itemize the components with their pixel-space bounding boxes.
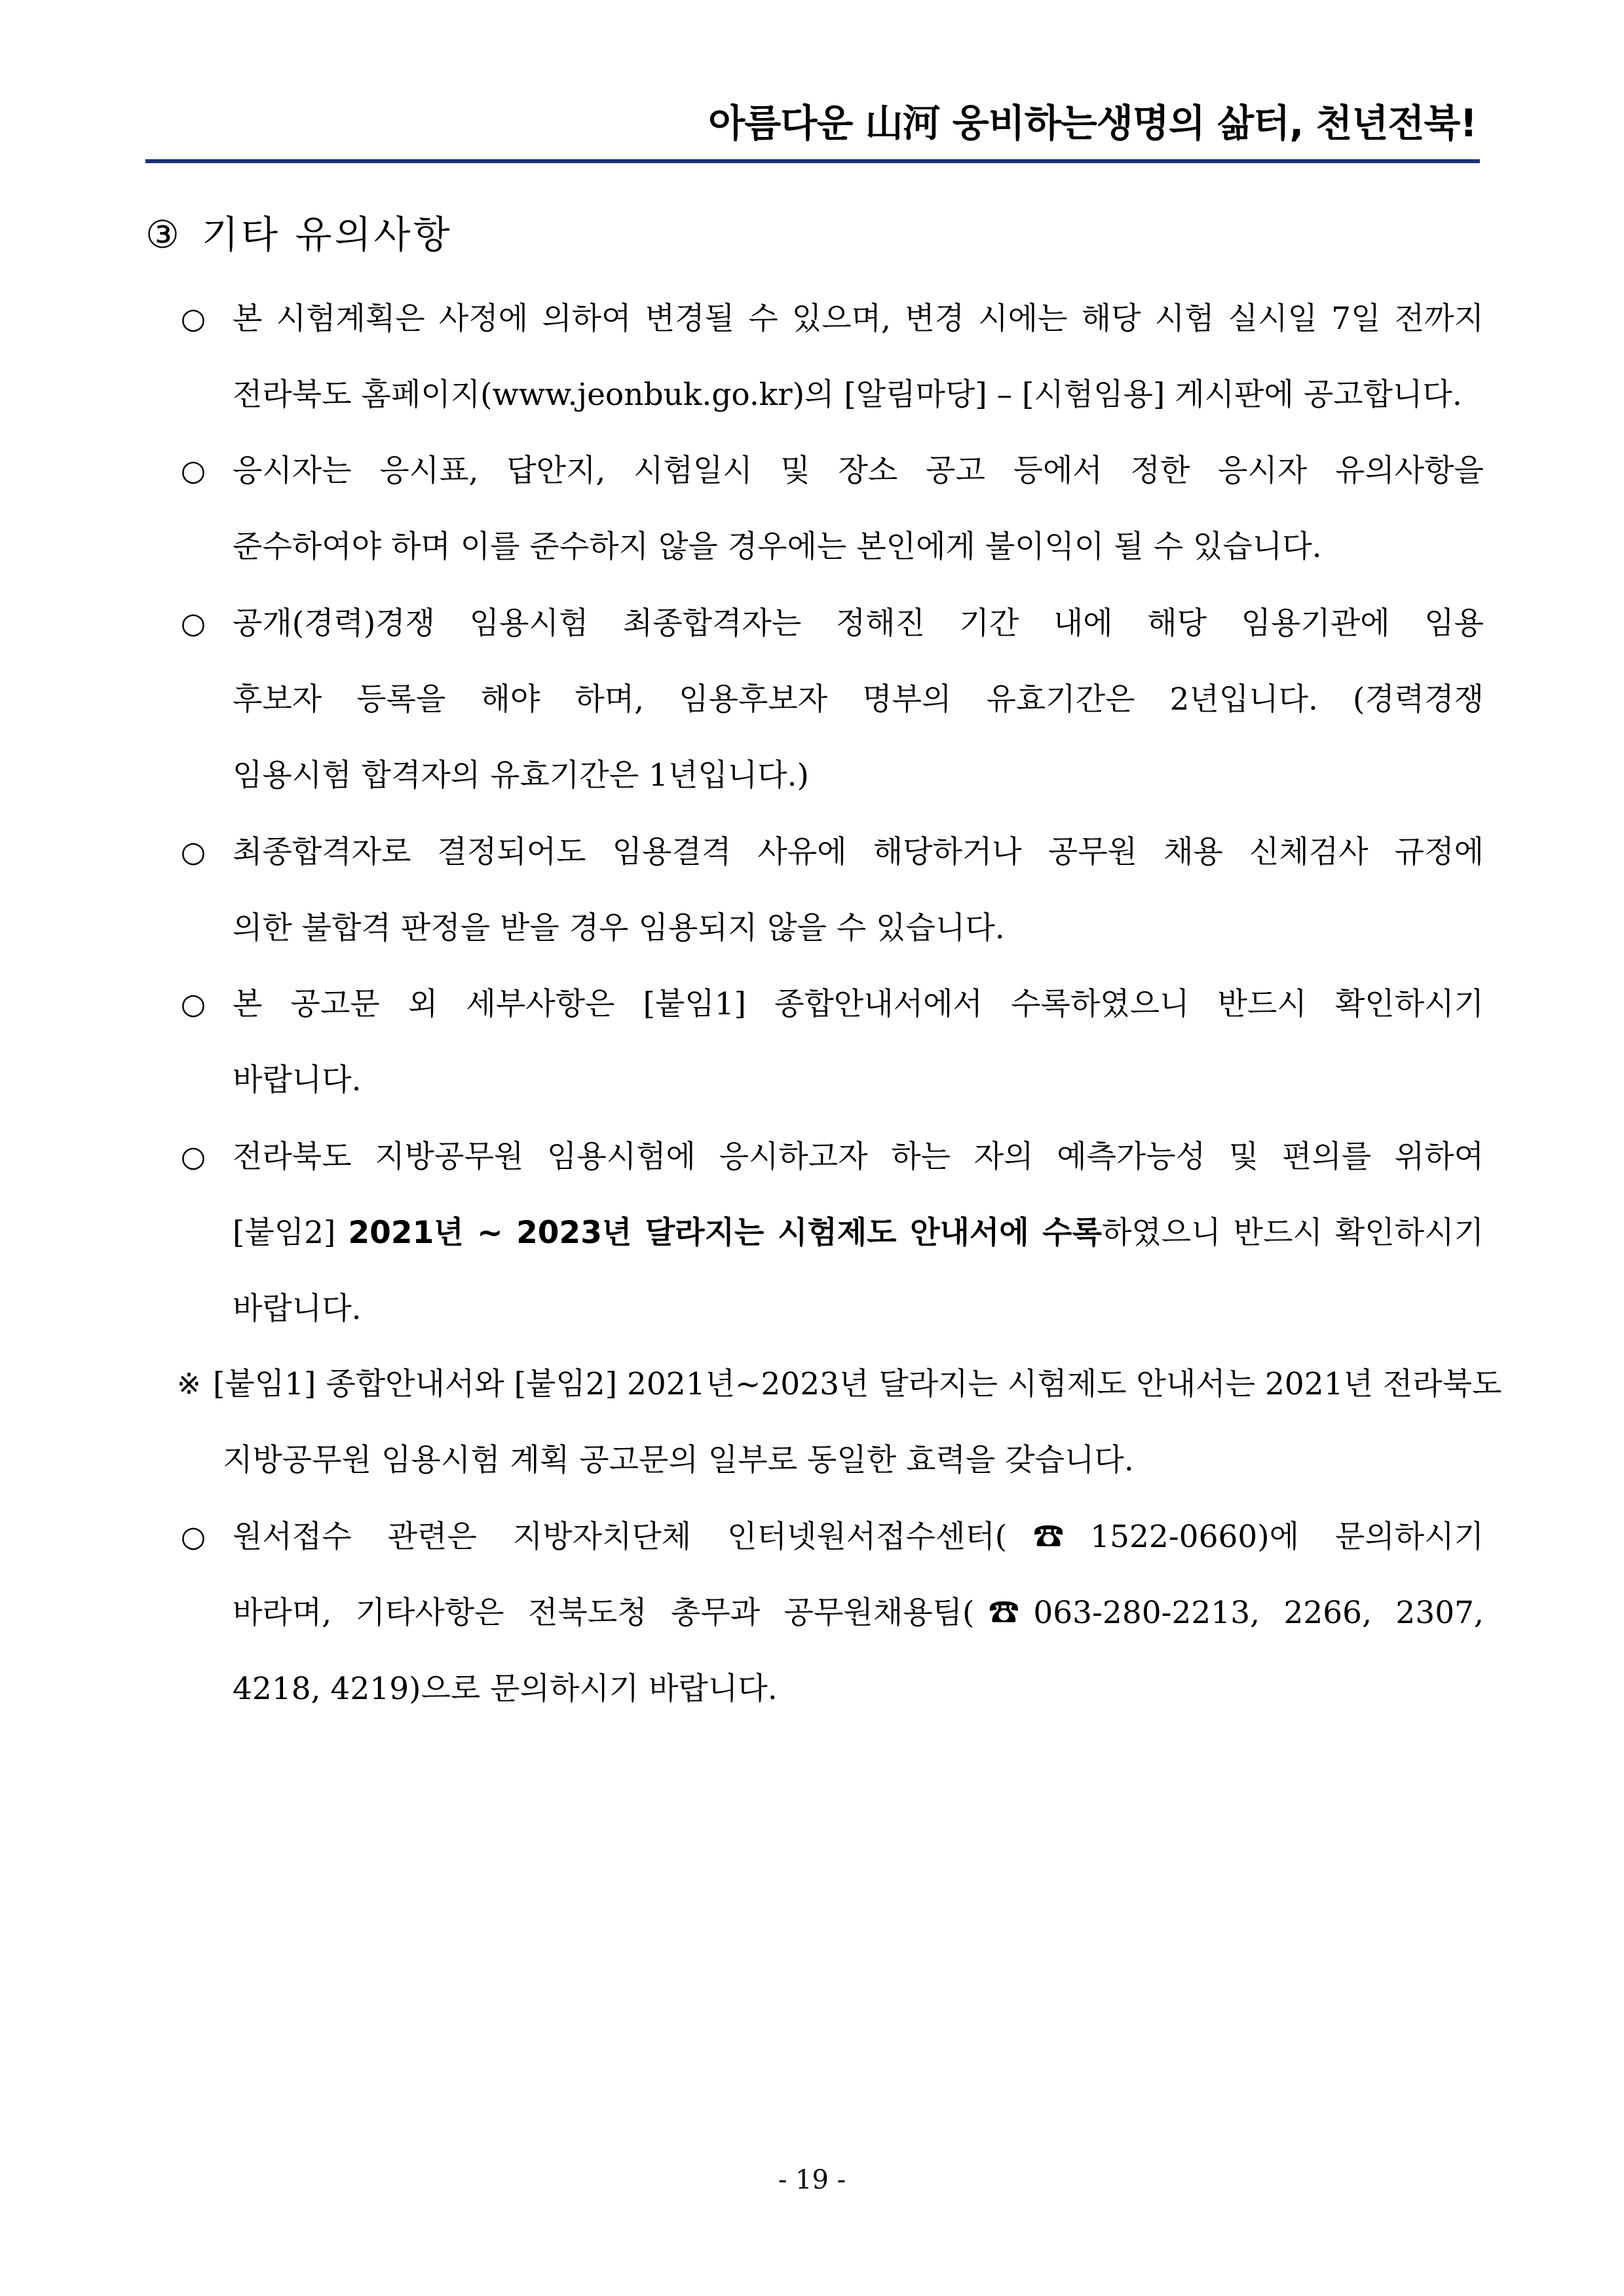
- item-6-line-1: 전라북도 지방공무원 임용시험에 응시하고자 하는 자의 예측가능성 및 편의를 위하여: [233, 1139, 1484, 1175]
- header-slogan: 아름다운 山河 웅비하는생명의 삶터, 천년전북!: [708, 101, 1477, 145]
- item-5-line-1: 본 공고문 외 세부사항은 [붙임1] 종합안내서에서 수록하였으니 반드시 확인하시기: [233, 986, 1484, 1022]
- item-6-prefix: [붙임2]: [233, 1215, 349, 1251]
- item-1-line-1: 본 시험계획은 사정에 의하여 변경될 수 있으며, 변경 시에는 해당 시험 실시일 7일 전까지: [233, 301, 1484, 337]
- item-6-bold-text: 2021년 ~ 2023년 달라지는 시험제도 안내서에 수록: [348, 1215, 1102, 1251]
- contact-line-3: 4218, 4219)으로 문의하시기 바랍니다.: [233, 1671, 778, 1707]
- item-3-line-3: 임용시험 합격자의 유효기간은 1년입니다.): [233, 757, 809, 794]
- section-title-text: 기타 유의사항: [202, 212, 453, 257]
- item-6-line-3: 바랍니다.: [233, 1291, 362, 1327]
- item-5-line-2: 바랍니다.: [233, 1062, 362, 1098]
- bullet-icon: ○: [180, 454, 206, 488]
- bullet-icon: ○: [180, 987, 206, 1021]
- item-3-line-1: 공개(경력)경쟁 임용시험 최종합격자는 정해진 기간 내에 해당 임용기관에 임용: [233, 605, 1484, 641]
- note-line-1: [붙임1] 종합안내서와 [붙임2] 2021년~2023년 달라지는 시험제도 안내서는 2021년 전라북도: [213, 1366, 1502, 1402]
- section-title: [145, 208, 453, 261]
- item-6-suffix: 하였으니 반드시 확인하시기: [1102, 1215, 1484, 1251]
- section-number: ③: [145, 212, 182, 257]
- note-mark-icon: ※: [177, 1368, 201, 1401]
- note-line-2: 지방공무원 임용시험 계획 공고문의 일부로 동일한 효력을 갖습니다.: [223, 1442, 1134, 1478]
- item-2-line-1: 응시자는 응시표, 답안지, 시험일시 및 장소 공고 등에서 정한 응시자 유의사항을: [233, 453, 1484, 489]
- item-1-line-2: 전라북도 홈페이지(www.jeonbuk.go.kr)의 [알림마당] – [시험임용] 게시판에 공고합니다.: [233, 377, 1462, 413]
- bullet-icon: ○: [180, 302, 206, 335]
- bullet-icon: ○: [180, 607, 206, 640]
- contact-line-1: 원서접수 관련은 지방자치단체 인터넷원서접수센터(☎1522-0660)에 문의하시기: [233, 1519, 1484, 1555]
- page-number: - 19 -: [778, 2165, 846, 2195]
- bullet-icon: ○: [180, 835, 206, 869]
- bullet-icon: ○: [180, 1140, 206, 1174]
- header-divider: [145, 159, 1480, 163]
- item-6-line-2: [233, 1210, 1484, 1256]
- item-2-line-2: 준수하여야 하며 이를 준수하지 않을 경우에는 본인에게 불이익이 될 수 있습니다.: [233, 529, 1322, 565]
- bullet-icon: ○: [180, 1520, 206, 1554]
- item-3-line-2: 후보자 등록을 해야 하며, 임용후보자 명부의 유효기간은 2년입니다. (경력경쟁: [233, 681, 1484, 718]
- contact-line-2: 바라며, 기타사항은 전북도청 총무과 공무원채용팀(☎063-280-2213, 2266, 2307,: [233, 1595, 1484, 1631]
- item-4-line-2: 의한 불합격 판정을 받을 경우 임용되지 않을 수 있습니다.: [233, 910, 1005, 946]
- item-4-line-1: 최종합격자로 결정되어도 임용결격 사유에 해당하거나 공무원 채용 신체검사 규정에: [233, 834, 1484, 870]
